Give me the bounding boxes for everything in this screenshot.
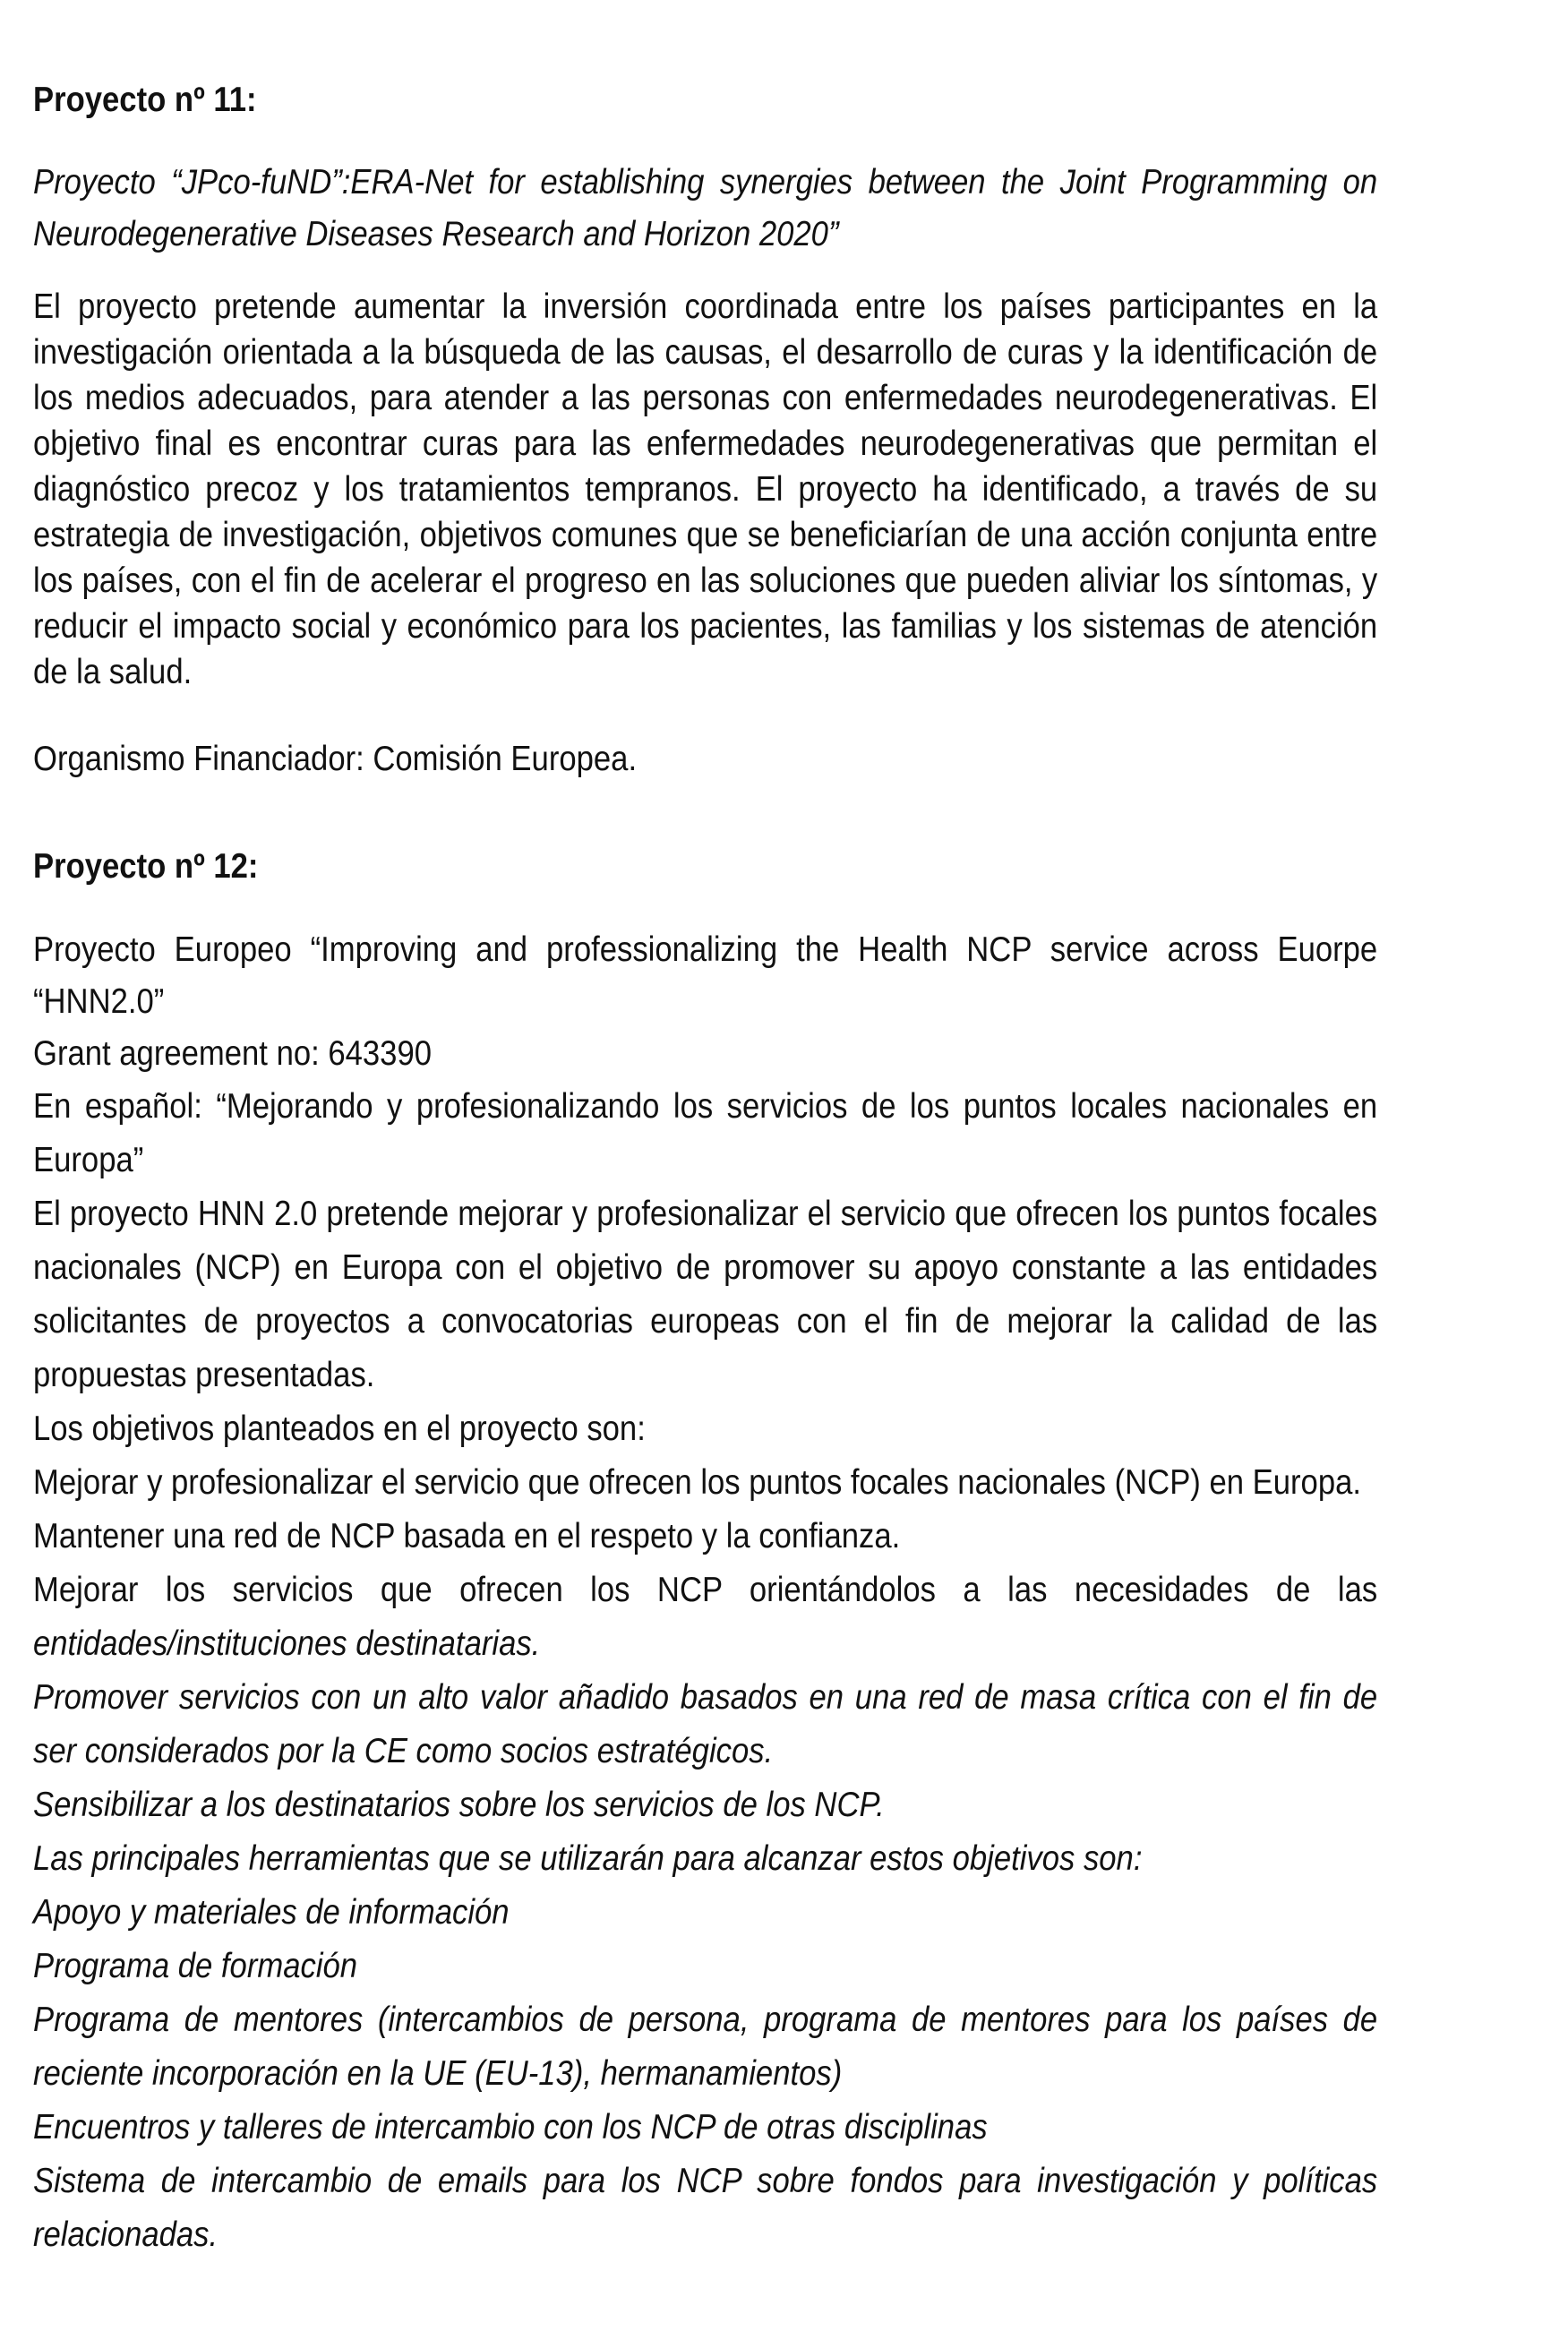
objective-item-5: Sensibilizar a los destinatarios sobre los servicios de los NCP. — [33, 1786, 885, 1824]
project-11-funder: Organismo Financiador: Comisión Europea. — [33, 740, 638, 778]
objective-item-1: Mejorar y profesionalizar el servicio que ofrecen los puntos focales nacionales (NCP) en Europa. — [33, 1463, 1362, 1502]
project-11-title: Proyecto “JPco-fuND”:ERA-Net for establishing synergies between the Joint Programming on Neurodegenerative Diseases Research and Horizon 2020” — [33, 163, 1378, 253]
project-12-title: Proyecto Europeo “Improving and professionalizing the Health NCP service across Euorpe “HNN2.0” — [33, 930, 1378, 1021]
tool-item-2: Programa de formación — [33, 1947, 358, 1985]
objective-item-3-text: Mejorar los servicios que ofrecen los NCP orientándolos a las necesidades de las — [33, 1571, 1378, 1609]
project-12-description: El proyecto HNN 2.0 pretende mejorar y profesionalizar el servicio que ofrecen los puntos focales nacionales (NCP) en Europa con el objetivo de promover su apoyo constante a las entidades solicitantes de proyectos a convocatorias europeas con el fin de mejorar la calidad de las propuestas presentadas. — [33, 1195, 1378, 1394]
project-11-section — [33, 75, 1377, 782]
tool-item-5: Sistema de intercambio de emails para los NCP sobre fondos para investigación y políticas relacionadas. — [33, 2162, 1378, 2254]
objectives-intro: Los objetivos planteados en el proyecto son: — [33, 1410, 646, 1448]
objective-item-4: Promover servicios con un alto valor añadido basados en una red de masa crítica con el fin de ser considerados por la CE como socios estratégicos. — [33, 1678, 1378, 1770]
objective-item-2: Mantener una red de NCP basada en el respeto y la confianza. — [33, 1517, 901, 1555]
project-12-section — [33, 842, 1377, 2262]
project-12-heading: Proyecto nº 12: — [33, 847, 259, 886]
tool-item-3: Programa de mentores (intercambios de persona, programa de mentores para los países de reciente incorporación en la UE (EU-13), hermanamientos) — [33, 2001, 1378, 2093]
tools-intro: Las principales herramientas que se utilizarán para alcanzar estos objetivos son: — [33, 1839, 1143, 1878]
project-12-spanish-title: En español: “Mejorando y profesionalizando los servicios de los puntos locales nacionales en Europa” — [33, 1087, 1378, 1179]
project-11-description: El proyecto pretende aumentar la inversión coordinada entre los países participantes en la investigación orientada a la búsqueda de las causas, el desarrollo de curas y la identificación de los medios adecuados, para atender a las personas con enfermedades neurodegenerativas. El objetivo final es encontrar curas para las enfermedades neurodegenerativas que permitan el diagnóstico precoz y los tratamientos tempranos. El proyecto ha identificado, a través de su estrategia de investigación, objetivos comunes que se beneficiarían de una acción conjunta entre los países, con el fin de acelerar el progreso en las soluciones que pueden aliviar los síntomas, y reducir el impacto social y económico para los pacientes, las familias y los sistemas de atención de la salud. — [33, 287, 1378, 691]
project-12-grant: Grant agreement no: 643390 — [33, 1034, 432, 1073]
document-page — [33, 75, 1377, 2262]
tool-item-4: Encuentros y talleres de intercambio con los NCP de otras disciplinas — [33, 2108, 988, 2147]
objective-item-3 — [33, 1564, 1377, 1671]
project-11-heading: Proyecto nº 11: — [33, 81, 257, 119]
tool-item-1: Apoyo y materiales de información — [33, 1893, 510, 1932]
objective-item-3-italic-text: entidades/instituciones destinatarias. — [33, 1624, 541, 1663]
